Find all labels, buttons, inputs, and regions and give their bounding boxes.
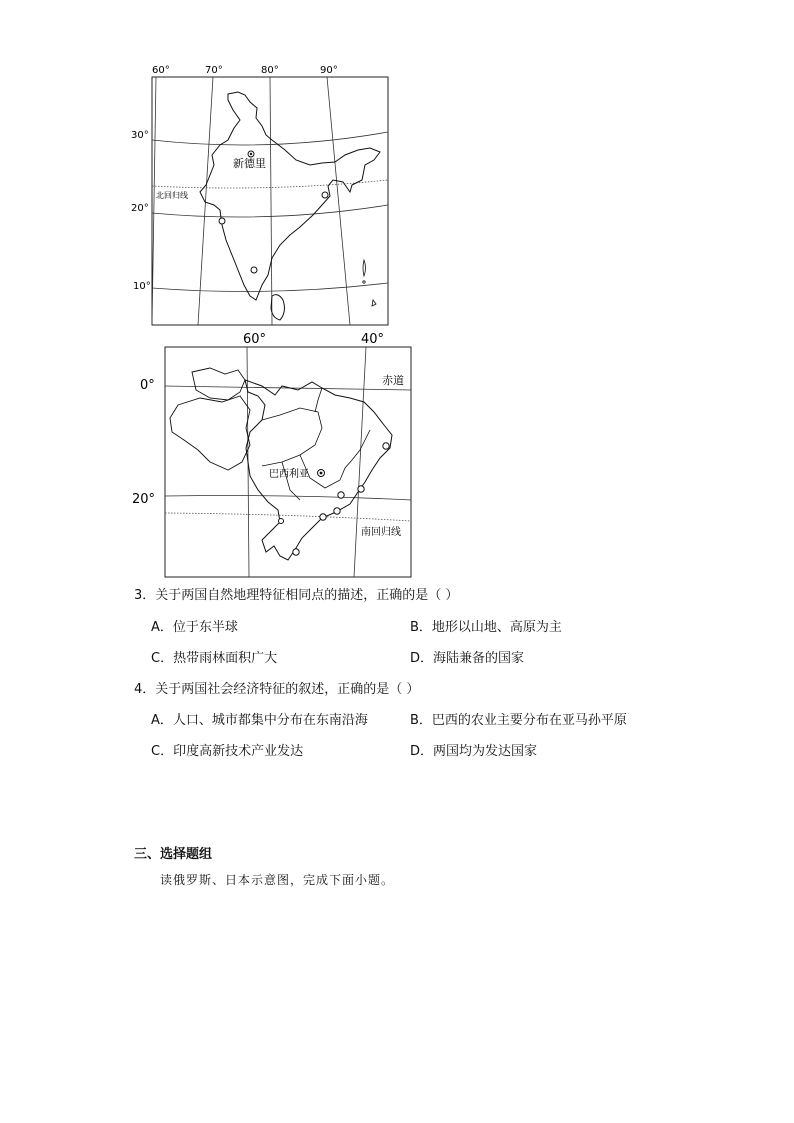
capital-dot: [320, 472, 323, 475]
nicobar-islands: [372, 300, 376, 306]
lon-label-70: 70°: [205, 65, 223, 76]
meridian-70: [198, 77, 213, 325]
island-dot: [363, 281, 365, 283]
lon-label-80: 80°: [261, 65, 279, 76]
brasilia-label: 巴西利亚: [269, 469, 309, 480]
lat-label-10: 10°: [133, 281, 151, 292]
india-outline: [200, 92, 380, 300]
lat-label-0: 0°: [140, 378, 155, 393]
tropic-of-cancer-line: [152, 180, 388, 188]
tropic-of-cancer-label: 北回归线: [156, 191, 188, 200]
new-delhi-label: 新德里: [233, 157, 266, 170]
section-3-intro: 读俄罗斯、日本示意图，完成下面小题。: [160, 873, 395, 887]
capital-dot: [250, 153, 252, 155]
brazil-map: [125, 328, 425, 583]
lon-label-60w: 60°: [243, 332, 267, 347]
tropic-of-capricorn-line: [165, 513, 411, 521]
neighbor-outline: [192, 368, 245, 400]
question-3-option-d[interactable]: D．海陆兼备的国家: [410, 651, 525, 666]
city-marker: [383, 443, 389, 449]
lon-label-60: 60°: [152, 65, 170, 76]
inner-border: [262, 408, 322, 466]
india-map: [131, 60, 400, 335]
question-4-option-a[interactable]: A．人口、城市都集中分布在东南沿海: [151, 713, 368, 728]
brazil-map-frame: [165, 347, 411, 577]
tropic-of-capricorn-label: 南回归线: [361, 527, 401, 538]
inner-border: [315, 388, 322, 412]
inner-border: [300, 430, 370, 488]
city-marker: [334, 508, 340, 514]
city-marker: [293, 549, 299, 555]
meridian-40w: [354, 347, 366, 577]
question-3-option-a[interactable]: A．位于东半球: [151, 620, 238, 635]
andaman-islands: [363, 260, 366, 276]
city-marker: [358, 486, 364, 492]
lat-label-20: 20°: [131, 203, 149, 214]
neighbor-outline: [170, 396, 250, 470]
city-marker: [219, 218, 225, 224]
city-marker: [322, 192, 328, 198]
question-4-option-b[interactable]: B．巴西的农业主要分布在亚马孙平原: [410, 713, 627, 728]
section-3-title: 三、选择题组: [134, 847, 213, 862]
lon-label-90: 90°: [320, 65, 338, 76]
city-marker: [251, 267, 257, 273]
city-marker: [338, 492, 344, 498]
lat-label-20s: 20°: [132, 492, 156, 507]
lat-label-30: 30°: [131, 130, 149, 141]
question-3-stem: 3．关于两国自然地理特征相同点的描述，正确的是（ ）: [134, 588, 459, 603]
meridian-80: [270, 77, 272, 325]
parallel-20s: [165, 496, 411, 501]
city-marker: [279, 519, 284, 524]
question-4-option-d[interactable]: D．两国均为发达国家: [410, 744, 538, 759]
question-3-option-b[interactable]: B．地形以山地、高原为主: [410, 620, 562, 635]
sri-lanka-outline: [271, 295, 284, 320]
city-marker: [320, 514, 326, 520]
parallel-10: [152, 283, 388, 292]
inner-border: [282, 462, 300, 500]
parallel-20: [152, 205, 388, 217]
question-4-stem: 4．关于两国社会经济特征的叙述，正确的是（ ）: [134, 682, 420, 697]
question-3-option-c[interactable]: C．热带雨林面积广大: [151, 651, 278, 666]
lon-label-40w: 40°: [361, 332, 385, 347]
question-4-option-c[interactable]: C．印度高新技术产业发达: [151, 744, 304, 759]
equator-label: 赤道: [382, 374, 404, 387]
